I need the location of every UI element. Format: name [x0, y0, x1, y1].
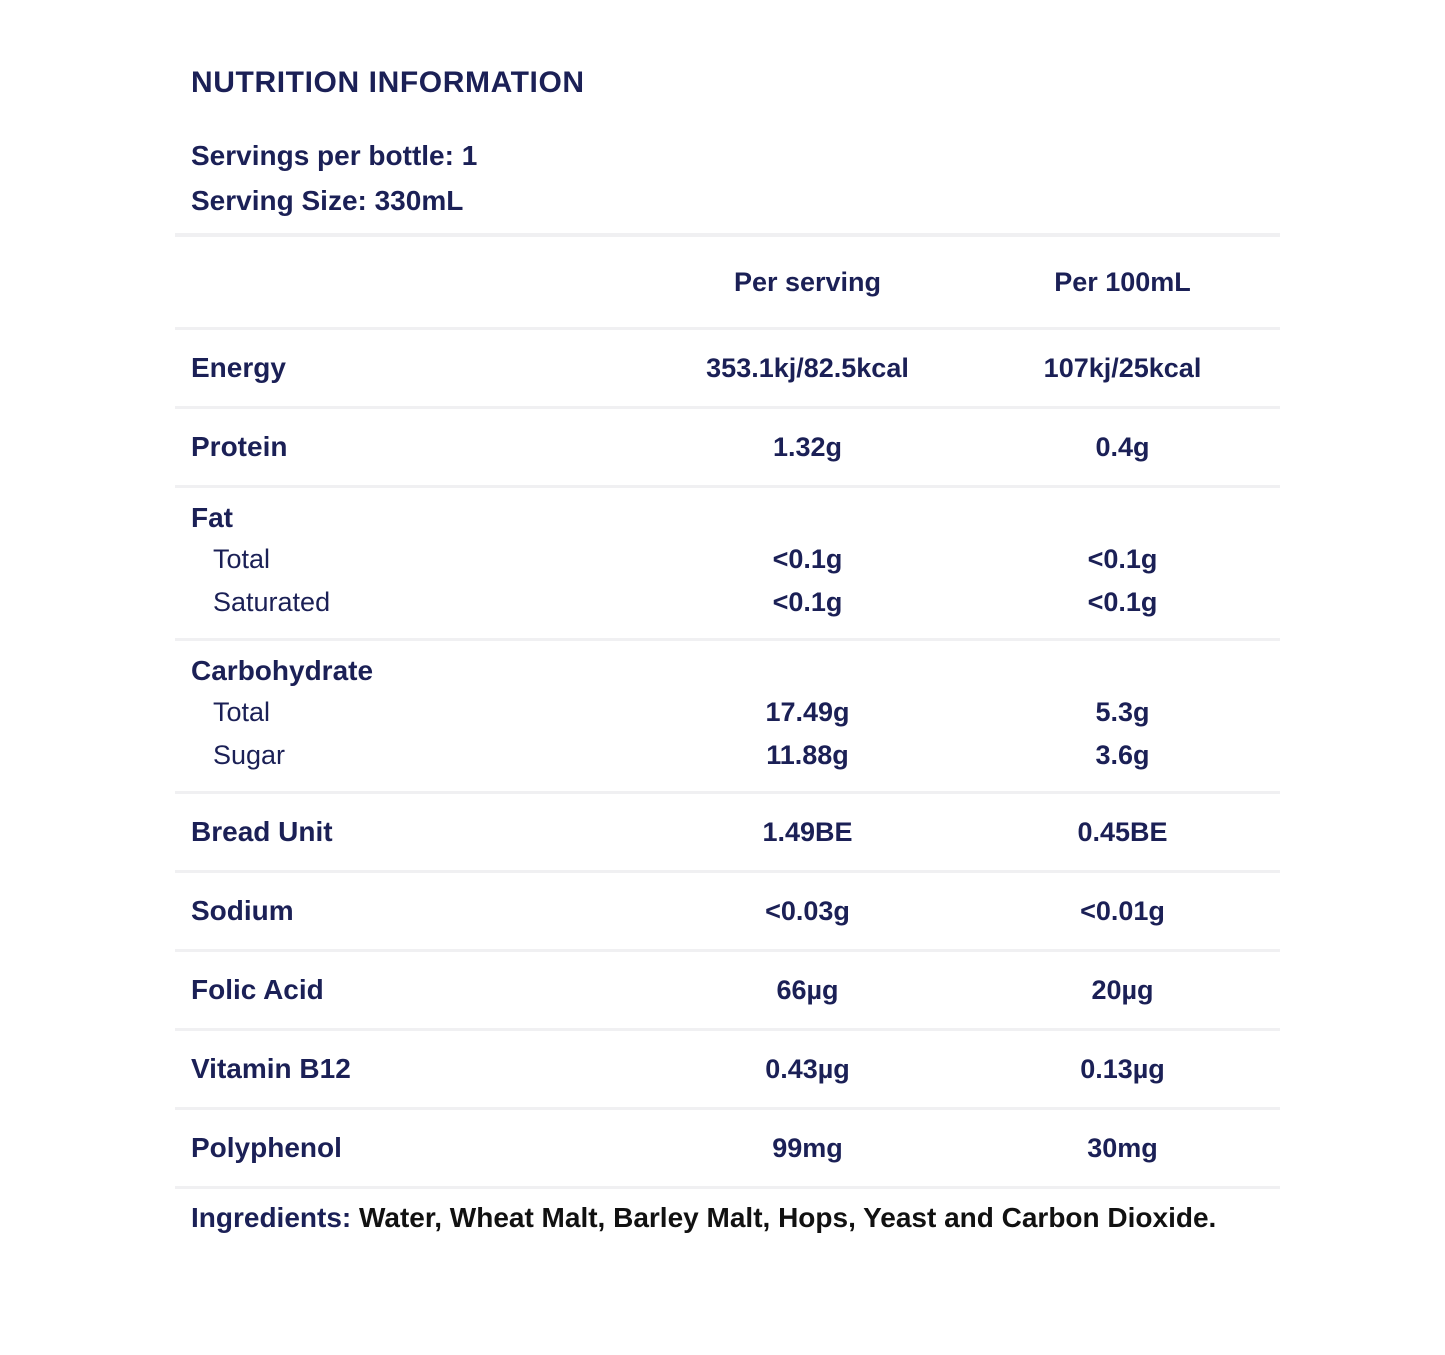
table-row — [175, 409, 1280, 485]
subrow-value-per-serving: <0.1g — [772, 544, 843, 574]
table-row — [175, 1031, 1280, 1107]
row-value-per-serving: <0.03g — [765, 895, 850, 926]
subrow-value-per-100ml: 3.6g — [1095, 740, 1150, 770]
table-row — [175, 330, 1280, 406]
subrow-label: Total — [213, 697, 271, 727]
row-label: Fat — [191, 502, 233, 533]
row-label: Polyphenol — [191, 1132, 342, 1163]
row-value-per-100ml: 0.45BE — [1077, 816, 1168, 847]
row-value-per-serving: 99mg — [772, 1132, 843, 1163]
table-row-group-carbohydrate — [175, 641, 1280, 791]
page-title: NUTRITION INFORMATION — [191, 66, 585, 99]
row-label: Bread Unit — [191, 816, 333, 847]
row-value-per-100ml: 107kj/25kcal — [1043, 352, 1202, 383]
column-header-per-100ml: Per 100mL — [1054, 266, 1191, 297]
row-value-per-100ml: <0.01g — [1080, 895, 1165, 926]
subrow-value-per-serving: 17.49g — [765, 697, 850, 727]
nutrition-table — [175, 233, 1280, 1189]
row-value-per-100ml: 0.4g — [1095, 431, 1150, 462]
row-value-per-100ml: 20µg — [1091, 974, 1154, 1005]
table-subrow — [175, 734, 1280, 777]
table-row — [175, 794, 1280, 870]
row-value-per-100ml: 0.13µg — [1080, 1053, 1165, 1084]
row-value-per-100ml: 30mg — [1087, 1132, 1158, 1163]
subrow-label: Total — [213, 544, 271, 574]
ingredients-label: Ingredients: — [191, 1202, 352, 1233]
serving-info — [191, 133, 477, 224]
row-label: Sodium — [191, 895, 294, 926]
row-value-per-serving: 1.49BE — [762, 816, 853, 847]
row-label: Vitamin B12 — [191, 1053, 351, 1084]
row-value-per-serving: 66µg — [776, 974, 839, 1005]
table-row — [175, 1110, 1280, 1186]
ingredients-text: Water, Wheat Malt, Barley Malt, Hops, Yeast and Carbon Dioxide. — [351, 1202, 1217, 1233]
table-subrow — [175, 538, 1280, 581]
subrow-label: Sugar — [213, 740, 286, 770]
subrow-value-per-100ml: 5.3g — [1095, 697, 1150, 727]
ingredients-section — [191, 1196, 1281, 1239]
subrow-value-per-100ml: <0.1g — [1087, 587, 1158, 617]
table-subrow — [175, 691, 1280, 734]
serving-size: Serving Size: 330mL — [191, 185, 464, 217]
subrow-label: Saturated — [213, 587, 331, 617]
servings-per-bottle: Servings per bottle: 1 — [191, 140, 478, 171]
row-label: Folic Acid — [191, 974, 324, 1005]
table-divider — [175, 1186, 1280, 1189]
table-subrow — [175, 581, 1280, 624]
table-row — [175, 873, 1280, 949]
row-value-per-serving: 1.32g — [772, 431, 843, 462]
row-label: Protein — [191, 431, 288, 462]
table-header-row — [175, 237, 1280, 327]
subrow-value-per-serving: 11.88g — [766, 740, 849, 770]
subrow-value-per-100ml: <0.1g — [1087, 544, 1158, 574]
row-label: Carbohydrate — [191, 655, 374, 686]
row-label: Energy — [191, 352, 286, 383]
subrow-value-per-serving: <0.1g — [772, 587, 843, 617]
column-header-per-serving: Per serving — [733, 266, 882, 297]
row-value-per-serving: 0.43µg — [765, 1053, 850, 1084]
row-value-per-serving: 353.1kj/82.5kcal — [706, 352, 909, 383]
table-row — [175, 952, 1280, 1028]
table-row-group-fat — [175, 488, 1280, 638]
